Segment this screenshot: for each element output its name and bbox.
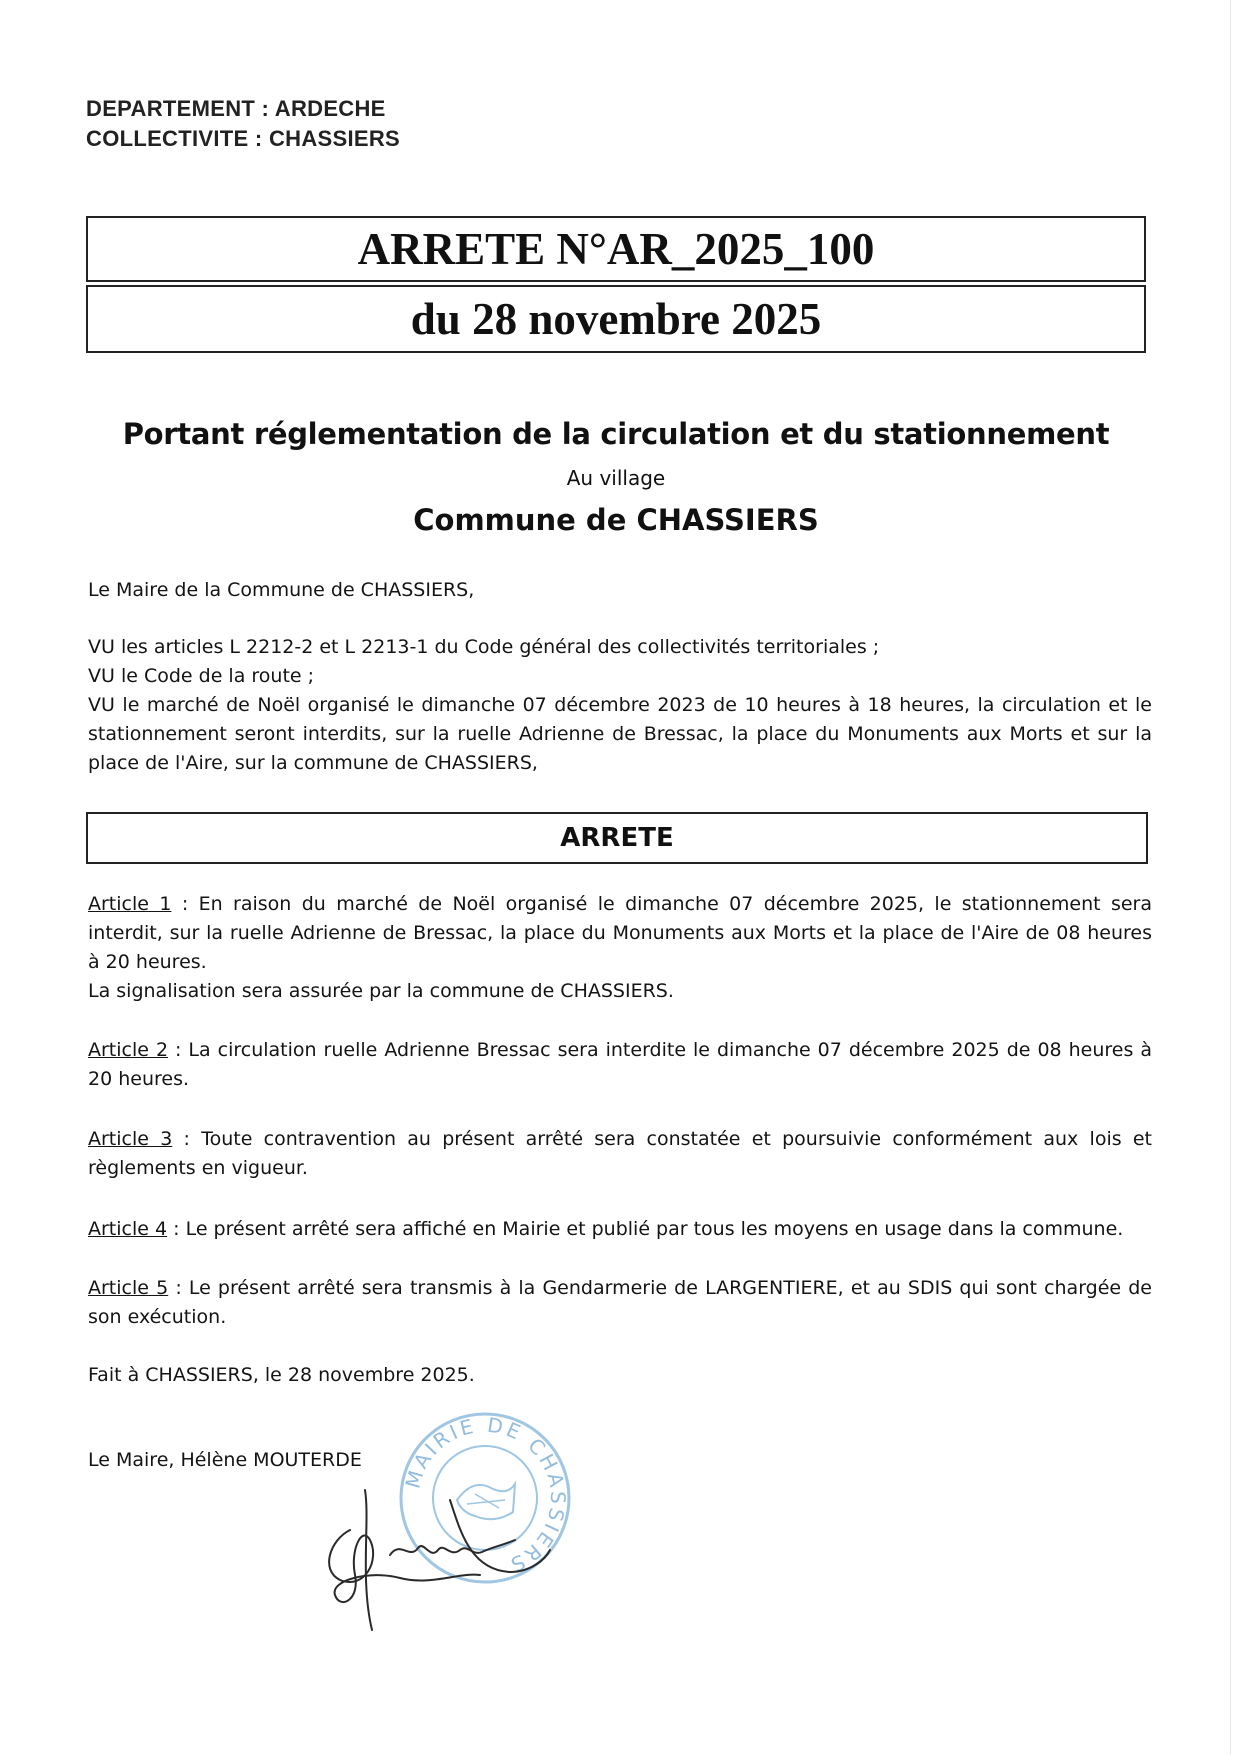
- signature-stroke-flourish: [450, 1500, 550, 1572]
- article-1: Article 1 : En raison du marché de Noël organisé le dimanche 07 décembre 2025, le stationnement sera interdit, sur la ruelle Adrienne de Bressac, la place du Monuments aux Morts et la place de l'Aire de 08 heures à 20 heures. La signalisation sera assurée par la commune de CHASSIERS.: [88, 890, 1152, 1006]
- vu-marche-noel: VU le marché de Noël organisé le dimanche 07 décembre 2023 de 10 heures à 18 heures, la circulation et le stationnement seront interdits, sur la ruelle Adrienne de Bressac, la place du Monuments aux Morts et sur la place de l'Aire, sur la commune de CHASSIERS,: [88, 694, 1152, 774]
- header-block: [86, 94, 400, 154]
- signature-stroke-vertical: [365, 1490, 372, 1630]
- subject-title: Portant réglementation de la circulation et du stationnement: [122, 417, 1110, 451]
- article-2-text: La circulation ruelle Adrienne Bressac sera interdite le dimanche 07 décembre 2025 de 08 heures à 20 heures.: [88, 1039, 1152, 1090]
- arrete-number-box: ARRETE N°AR_2025_100: [86, 216, 1146, 282]
- article-3-text: Toute contravention au présent arrêté sera constatée et poursuivie conformément aux lois et règlements en vigueur.: [88, 1128, 1153, 1179]
- article-4-text: Le présent arrêté sera affiché en Mairie et publié par tous les moyens en usage dans la commune.: [185, 1218, 1124, 1240]
- commune-title: Commune de CHASSIERS: [413, 503, 819, 537]
- article-1-extra: La signalisation sera assurée par la commune de CHASSIERS.: [88, 980, 674, 1002]
- article-4: Article 4 : Le présent arrêté sera affiché en Mairie et publié par tous les moyens en usage dans la commune.: [88, 1218, 1124, 1240]
- arrete-date-box: du 28 novembre 2025: [86, 285, 1146, 353]
- article-5: Article 5 : Le présent arrêté sera transmis à la Gendarmerie de LARGENTIERE, et au SDIS qui sont chargée de son exécution.: [88, 1277, 1152, 1328]
- article-4-label: Article 4: [88, 1218, 168, 1240]
- article-5-label: Article 5: [88, 1277, 169, 1299]
- departement-line: DEPARTEMENT : ARDECHE: [86, 96, 386, 121]
- collectivite-line: COLLECTIVITE : CHASSIERS: [86, 126, 400, 151]
- vu-block: [88, 633, 1152, 778]
- article-1-text: En raison du marché de Noël organisé le dimanche 07 décembre 2025, le stationnement sera interdit, sur la ruelle Adrienne de Bressac, la place du Monuments aux Morts et la place de l'Aire de 08 heures à 20 heures.: [88, 893, 1152, 973]
- signatory-line: Le Maire, Hélène MOUTERDE: [88, 1449, 362, 1471]
- vu-articles: VU les articles L 2212-2 et L 2213-1 du Code général des collectivités territoriales ;: [88, 636, 880, 658]
- signature-stroke-main: [329, 1530, 480, 1602]
- fait-line: Fait à CHASSIERS, le 28 novembre 2025.: [88, 1364, 475, 1386]
- signature-stroke-name: [390, 1540, 515, 1555]
- vu-code-route: VU le Code de la route ;: [88, 665, 315, 687]
- article-2-label: Article 2: [88, 1039, 169, 1061]
- maire-line: Le Maire de la Commune de CHASSIERS,: [88, 579, 475, 601]
- article-5-text: Le présent arrêté sera transmis à la Gendarmerie de LARGENTIERE, et au SDIS qui sont chargée de son exécution.: [88, 1277, 1152, 1328]
- stamp-text: MAIRIE DE CHASSIERS: [400, 1412, 571, 1578]
- article-2: Article 2 : La circulation ruelle Adrienne Bressac sera interdite le dimanche 07 décembre 2025 de 08 heures à 20 heures.: [88, 1039, 1152, 1090]
- scan-edge-line: [1230, 0, 1231, 1755]
- article-3-label: Article 3: [88, 1128, 173, 1150]
- article-3: Article 3 : Toute contravention au présent arrêté sera constatée et poursuivie conformément aux lois et règlements en vigueur.: [88, 1128, 1153, 1179]
- arrete-heading-box: ARRETE: [86, 812, 1148, 864]
- article-1-label: Article 1: [88, 893, 172, 915]
- mayor-signature: [310, 1460, 570, 1640]
- subject-subtitle: Au village: [566, 466, 666, 490]
